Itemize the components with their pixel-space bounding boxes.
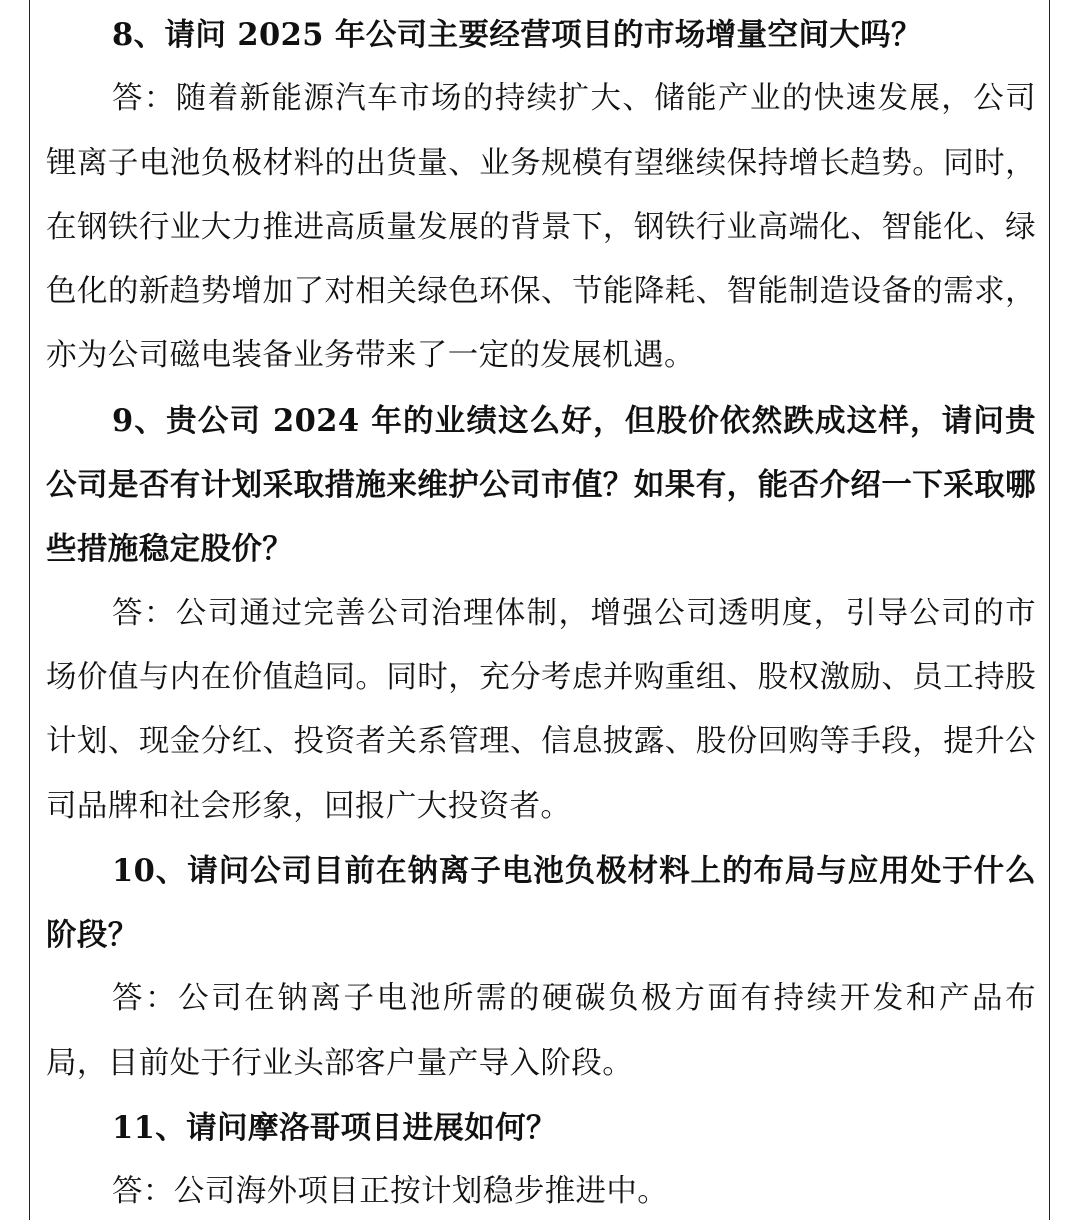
right-border-line bbox=[1049, 0, 1050, 1220]
question-10: 10、请问公司目前在钠离子电池负极材料上的布局与应用处于什么阶段？ bbox=[46, 852, 1036, 954]
qa-document-body bbox=[46, 0, 1036, 1225]
left-border-line bbox=[29, 0, 30, 1220]
answer-11: 答：公司海外项目正按计划稳步推进中。 bbox=[112, 1174, 669, 1210]
question-11: 11、请问摩洛哥项目进展如何？ bbox=[112, 1110, 557, 1147]
question-9: 9、贵公司 2024 年的业绩这么好，但股价依然跌成这样，请问贵公司是否有计划采取措施来维护公司市值？如果有，能否介绍一下采取哪些措施稳定股价？ bbox=[46, 402, 1036, 568]
answer-9: 答：公司通过完善公司治理体制，增强公司透明度，引导公司的市场价值与内在价值趋同。同时，充分考虑并购重组、股权激励、员工持股计划、现金分红、投资者关系管理、信息披露、股份回购等手段，提升公司品牌和社会形象，回报广大投资者。 bbox=[46, 595, 1036, 824]
question-8: 8、请问 2025 年公司主要经营项目的市场增量空间大吗？ bbox=[112, 17, 922, 53]
answer-10: 答：公司在钠离子电池所需的硬碳负极方面有持续开发和产品布局，目前处于行业头部客户量产导入阶段。 bbox=[46, 981, 1036, 1081]
answer-8: 答：随着新能源汽车市场的持续扩大、储能产业的快速发展，公司锂离子电池负极材料的出货量、业务规模有望继续保持增长趋势。同时，在钢铁行业大力推进高质量发展的背景下，钢铁行业高端化、智能化、绿色化的新趋势增加了对相关绿色环保、节能降耗、智能制造设备的需求，亦为公司磁电装备业务带来了一定的发展机遇。 bbox=[46, 81, 1036, 374]
